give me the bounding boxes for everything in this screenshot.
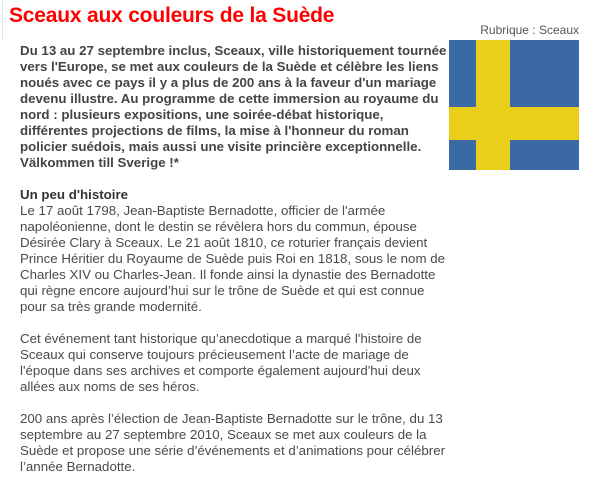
- flag-cross-vertical: [476, 40, 510, 170]
- paragraph-history: Le 17 août 1798, Jean-Baptiste Bernadotte, officier de l'armée napoléonienne, dont le destin se révèlera hors du commun, épouse Désirée Clary à Sceaux. Le 21 août 1810, ce roturier français devient Prince Héritier du Royaume de Suède puis Roi en 1818, sous le nom de Charles XIV ou Charles-Jean. Il fonde ainsi la dynastie des Bernadotte qui règne encore aujourd’hui sur le trône de Suède et qui est connue pour sa très grande modernité.: [20, 203, 446, 314]
- rubrique-label[interactable]: Rubrique : Sceaux: [480, 23, 579, 37]
- article-intro: Du 13 au 27 septembre inclus, Sceaux, ville historiquement tournée vers l'Europe, se met aux couleurs de la Suède et célèbre les liens noués avec ce pays il y a plus de 200 ans à la faveur d'un mariage devenu illustre. Au programme de cette immersion au royaume du nord : plusieurs expositions, une soirée-débat historique, différentes projections de films, la mise à l'honneur du roman policier suédois, mais aussi une visite princière exceptionnelle. Välkommen till Sverige !*: [20, 43, 447, 170]
- left-divider: [2, 0, 3, 40]
- article-title: Sceaux aux couleurs de la Suède: [9, 4, 335, 27]
- paragraph-event: Cet événement tant historique qu’anecdotique a marqué l'histoire de Sceaux qui conserve toujours précieusement l’acte de mariage de l'époque dans ses archives et comporte également aujourd'hui deux allées aux noms de ses héros.: [20, 331, 422, 394]
- article-body: [20, 43, 448, 491]
- flag-cross-horizontal: [449, 107, 579, 140]
- paragraph-anniversary: 200 ans après l’élection de Jean-Baptiste Bernadotte sur le trône, du 13 septembre au 27 septembre 2010, Sceaux se met aux couleurs de la Suède et propose une série d’événements et d’animations pour célébrer l’année Bernadotte.: [20, 411, 446, 474]
- section-heading: Un peu d'histoire: [20, 187, 129, 202]
- swedish-flag-image: [449, 40, 579, 170]
